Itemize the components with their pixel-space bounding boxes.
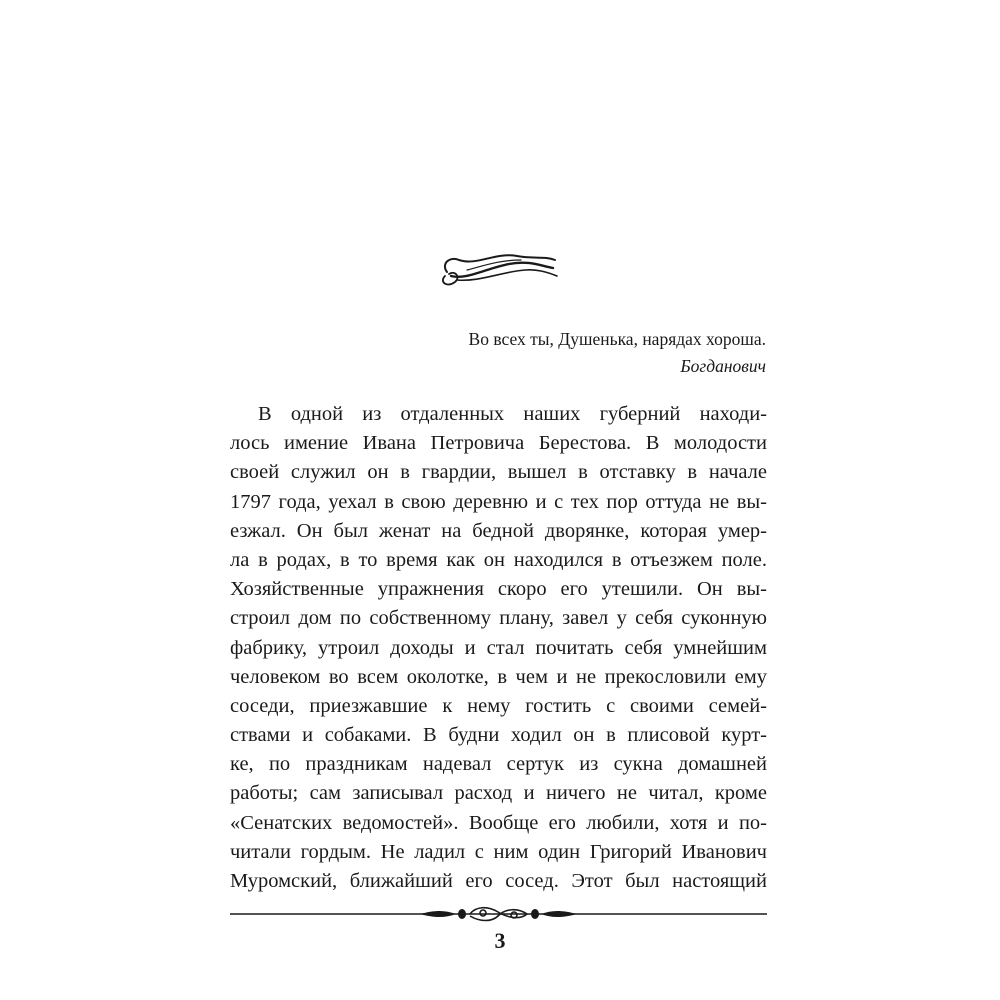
text-line: Хозяйственные упражнения скоро его утешили. Он вы- (230, 578, 767, 601)
text-line: 1797 года, уехал в свою деревню и с тех пор оттуда не вы- (230, 490, 767, 513)
text-line: читали гордым. Не ладил с ним один Григорий Иванович (230, 840, 767, 863)
epigraph-author: Богданович (680, 356, 766, 376)
text-line: строил дом по собственному плану, завел у себя суконную (230, 607, 767, 630)
main-text (230, 400, 767, 896)
text-line: лось имение Ивана Петровича Берестова. В молодости (230, 432, 767, 455)
text-line: Муромский, ближайший его сосед. Этот был настоящий (230, 870, 767, 892)
text-line: ла в родах, в то время как он находился в отъезжем поле. (230, 548, 767, 571)
text-line: соседи, приезжавшие к нему гостить с своими семей- (230, 694, 767, 717)
text-line: «Сенатских ведомостей». Вообще его любили, хотя и по- (230, 811, 767, 834)
epigraph (469, 326, 766, 380)
text-line: своей служил он в гвардии, вышел в отставку в начале (230, 461, 767, 484)
footer-divider (230, 902, 767, 926)
page-number: 3 (494, 928, 506, 953)
text-line: ке, по праздникам надевал сертук из сукна домашней (230, 753, 767, 776)
flourish-ornament (437, 246, 561, 290)
text-line: езжал. Он был женат на бедной дворянке, которая умер- (230, 519, 767, 542)
text-line: человеком во всем околотке, в чем и не прекословили ему (230, 665, 767, 688)
text-line: В одной из отдаленных наших губерний находи- (258, 403, 767, 425)
text-line: работы; сам записывал расход и ничего не читал, кроме (230, 782, 767, 805)
text-line: ствами и собаками. В будни ходил он в плисовой курт- (230, 724, 767, 747)
epigraph-quote: Во всех ты, Душенька, нарядах хороша. (468, 329, 766, 349)
text-line: фабрику, утроил доходы и стал почитать себя умнейшим (230, 636, 767, 659)
